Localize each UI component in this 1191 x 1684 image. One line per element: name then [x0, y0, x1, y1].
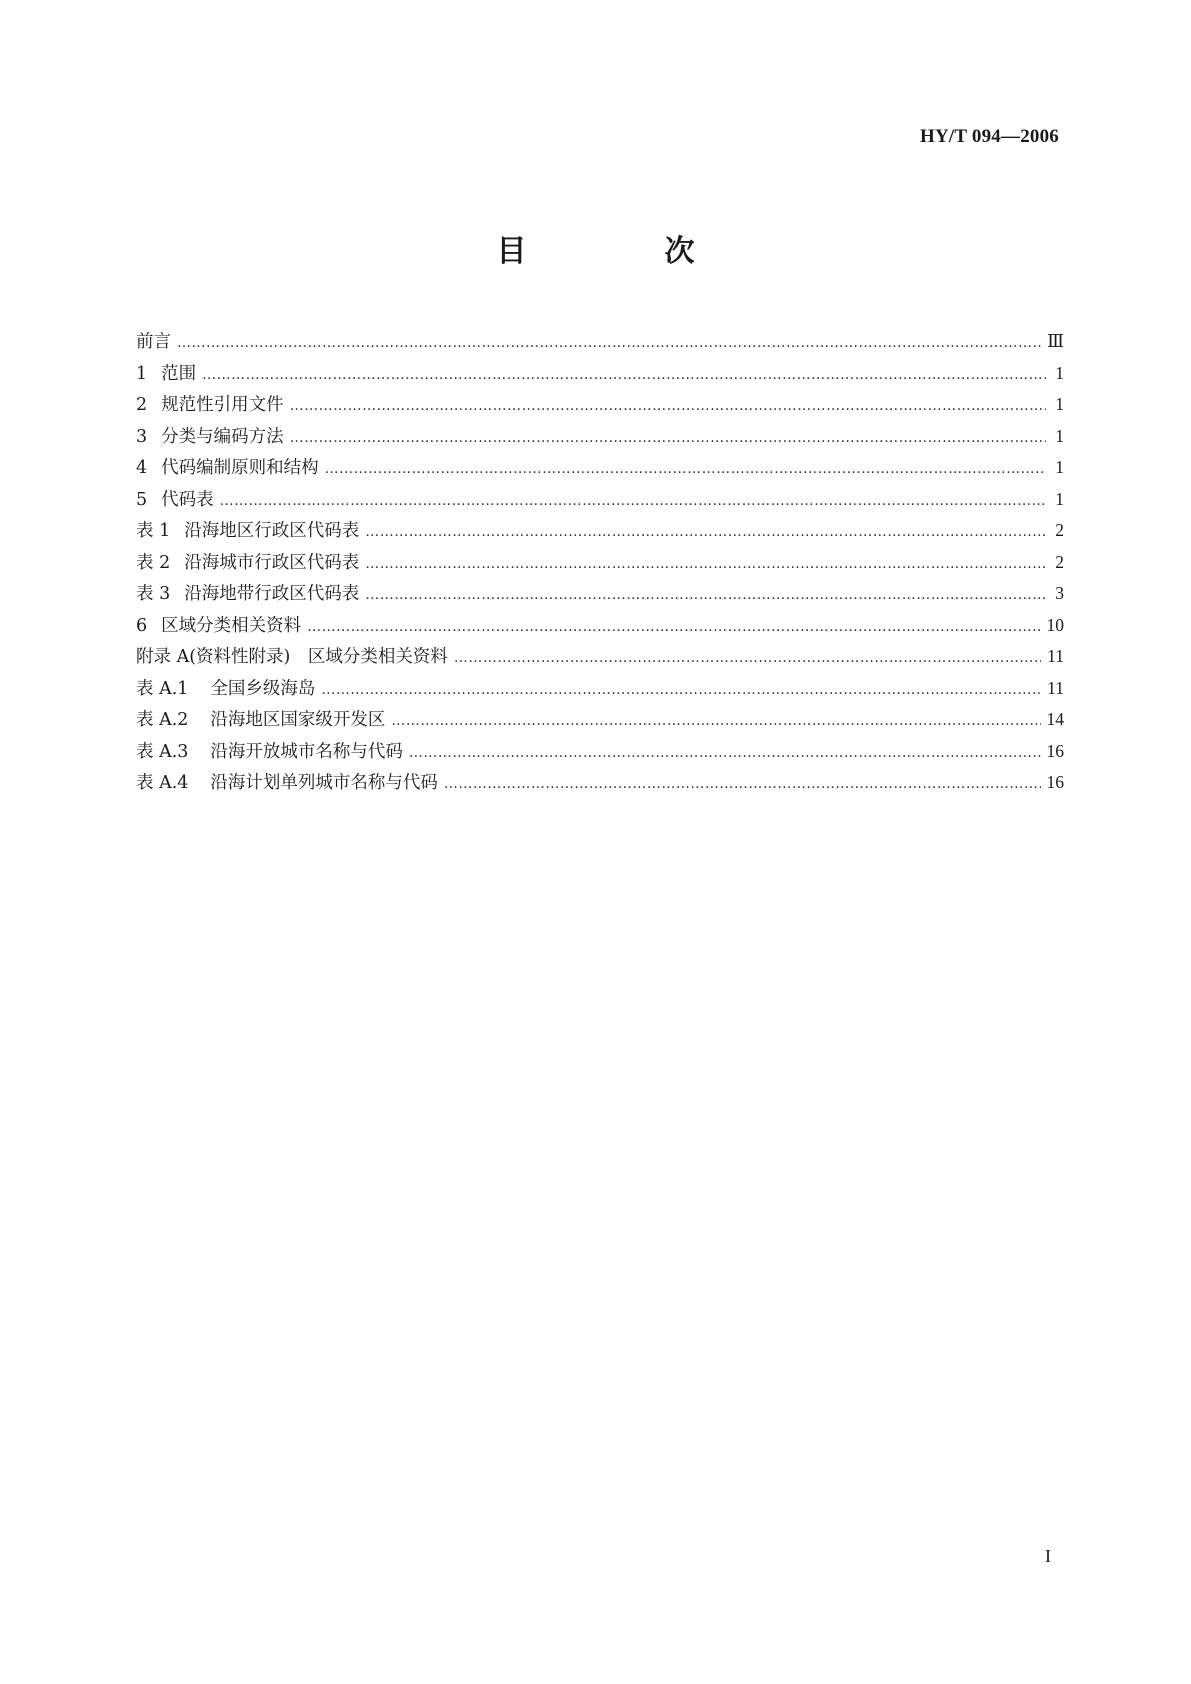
- toc-entry-table-a4[interactable]: [136, 769, 1064, 801]
- toc-entry-label: 1 范围: [136, 363, 197, 384]
- toc-entry-label: 4 代码编制原则和结构: [136, 458, 319, 478]
- toc-leader-dots: [409, 745, 1041, 761]
- toc-page-number: 2: [1055, 551, 1064, 572]
- toc-entry-table-3[interactable]: [136, 580, 1064, 612]
- toc-page-number: 14: [1046, 709, 1064, 729]
- toc-page-number: 1: [1055, 394, 1064, 414]
- toc-leader-dots: [290, 430, 1046, 446]
- toc-page-number: 11: [1047, 646, 1064, 666]
- toc-leader-dots: [290, 398, 1046, 414]
- toc-entry-label: 前言: [136, 332, 171, 352]
- toc-entry-label: 6 区域分类相关资料: [136, 615, 302, 636]
- toc-entry-classification-method[interactable]: [136, 423, 1064, 455]
- table-of-contents: [136, 328, 1064, 801]
- toc-entry-label: 表 3 沿海地带行政区代码表: [136, 584, 360, 604]
- toc-page-number: 16: [1046, 772, 1064, 792]
- toc-entry-regional-materials[interactable]: [136, 612, 1064, 644]
- toc-page-number: 1: [1055, 457, 1064, 477]
- toc-entry-label: 表 A.4 沿海计划单列城市名称与代码: [136, 773, 438, 793]
- toc-entry-normative-references[interactable]: [136, 391, 1064, 423]
- toc-leader-dots: [177, 335, 1041, 351]
- toc-page-number: 1: [1055, 425, 1064, 446]
- toc-entry-appendix-a[interactable]: [136, 643, 1064, 675]
- toc-entry-label: 附录 A(资料性附录) 区域分类相关资料: [136, 647, 448, 667]
- toc-page-number: 3: [1055, 583, 1064, 603]
- toc-page-number: 2: [1055, 520, 1064, 540]
- toc-entry-label: 3 分类与编码方法: [136, 426, 284, 447]
- toc-page-number: 11: [1047, 677, 1064, 698]
- toc-entry-label: 5 代码表: [136, 489, 214, 510]
- toc-entry-table-a2[interactable]: [136, 706, 1064, 738]
- toc-page-number: 16: [1046, 740, 1064, 761]
- toc-leader-dots: [454, 650, 1041, 666]
- toc-page-number: 10: [1046, 614, 1064, 635]
- toc-leader-dots: [391, 713, 1040, 729]
- toc-entry-code-tables[interactable]: [136, 486, 1064, 518]
- toc-leader-dots: [321, 682, 1041, 698]
- toc-entry-label: 表 1 沿海地区行政区代码表: [136, 521, 360, 541]
- toc-entry-table-a3[interactable]: [136, 738, 1064, 770]
- toc-entry-label: 2 规范性引用文件: [136, 395, 284, 415]
- toc-leader-dots: [220, 493, 1046, 509]
- toc-page-number: Ⅲ: [1047, 331, 1064, 351]
- toc-leader-dots: [325, 461, 1046, 477]
- toc-leader-dots: [444, 776, 1041, 792]
- toc-entry-table-a1[interactable]: [136, 675, 1064, 707]
- toc-leader-dots: [365, 587, 1046, 603]
- toc-entry-table-1[interactable]: [136, 517, 1064, 549]
- toc-entry-code-principles[interactable]: [136, 454, 1064, 486]
- toc-entry-label: 表 A.2 沿海地区国家级开发区: [136, 710, 386, 730]
- toc-page-number: 1: [1055, 362, 1064, 383]
- toc-entry-scope[interactable]: [136, 360, 1064, 392]
- toc-entry-label: 表 A.1 全国乡级海岛: [136, 678, 316, 699]
- standard-code: HY/T 094—2006: [920, 126, 1059, 147]
- toc-page-number: 1: [1055, 488, 1064, 509]
- page-number: I: [1045, 1546, 1051, 1566]
- page-title: 目 次: [496, 234, 749, 269]
- toc-entry-label: 表 A.3 沿海开放城市名称与代码: [136, 741, 403, 762]
- toc-leader-dots: [307, 619, 1040, 635]
- toc-leader-dots: [365, 524, 1046, 540]
- toc-leader-dots: [365, 556, 1046, 572]
- toc-entry-label: 表 2 沿海城市行政区代码表: [136, 552, 360, 573]
- toc-entry-table-2[interactable]: [136, 549, 1064, 581]
- toc-entry-foreword[interactable]: [136, 328, 1064, 360]
- toc-leader-dots: [202, 367, 1046, 383]
